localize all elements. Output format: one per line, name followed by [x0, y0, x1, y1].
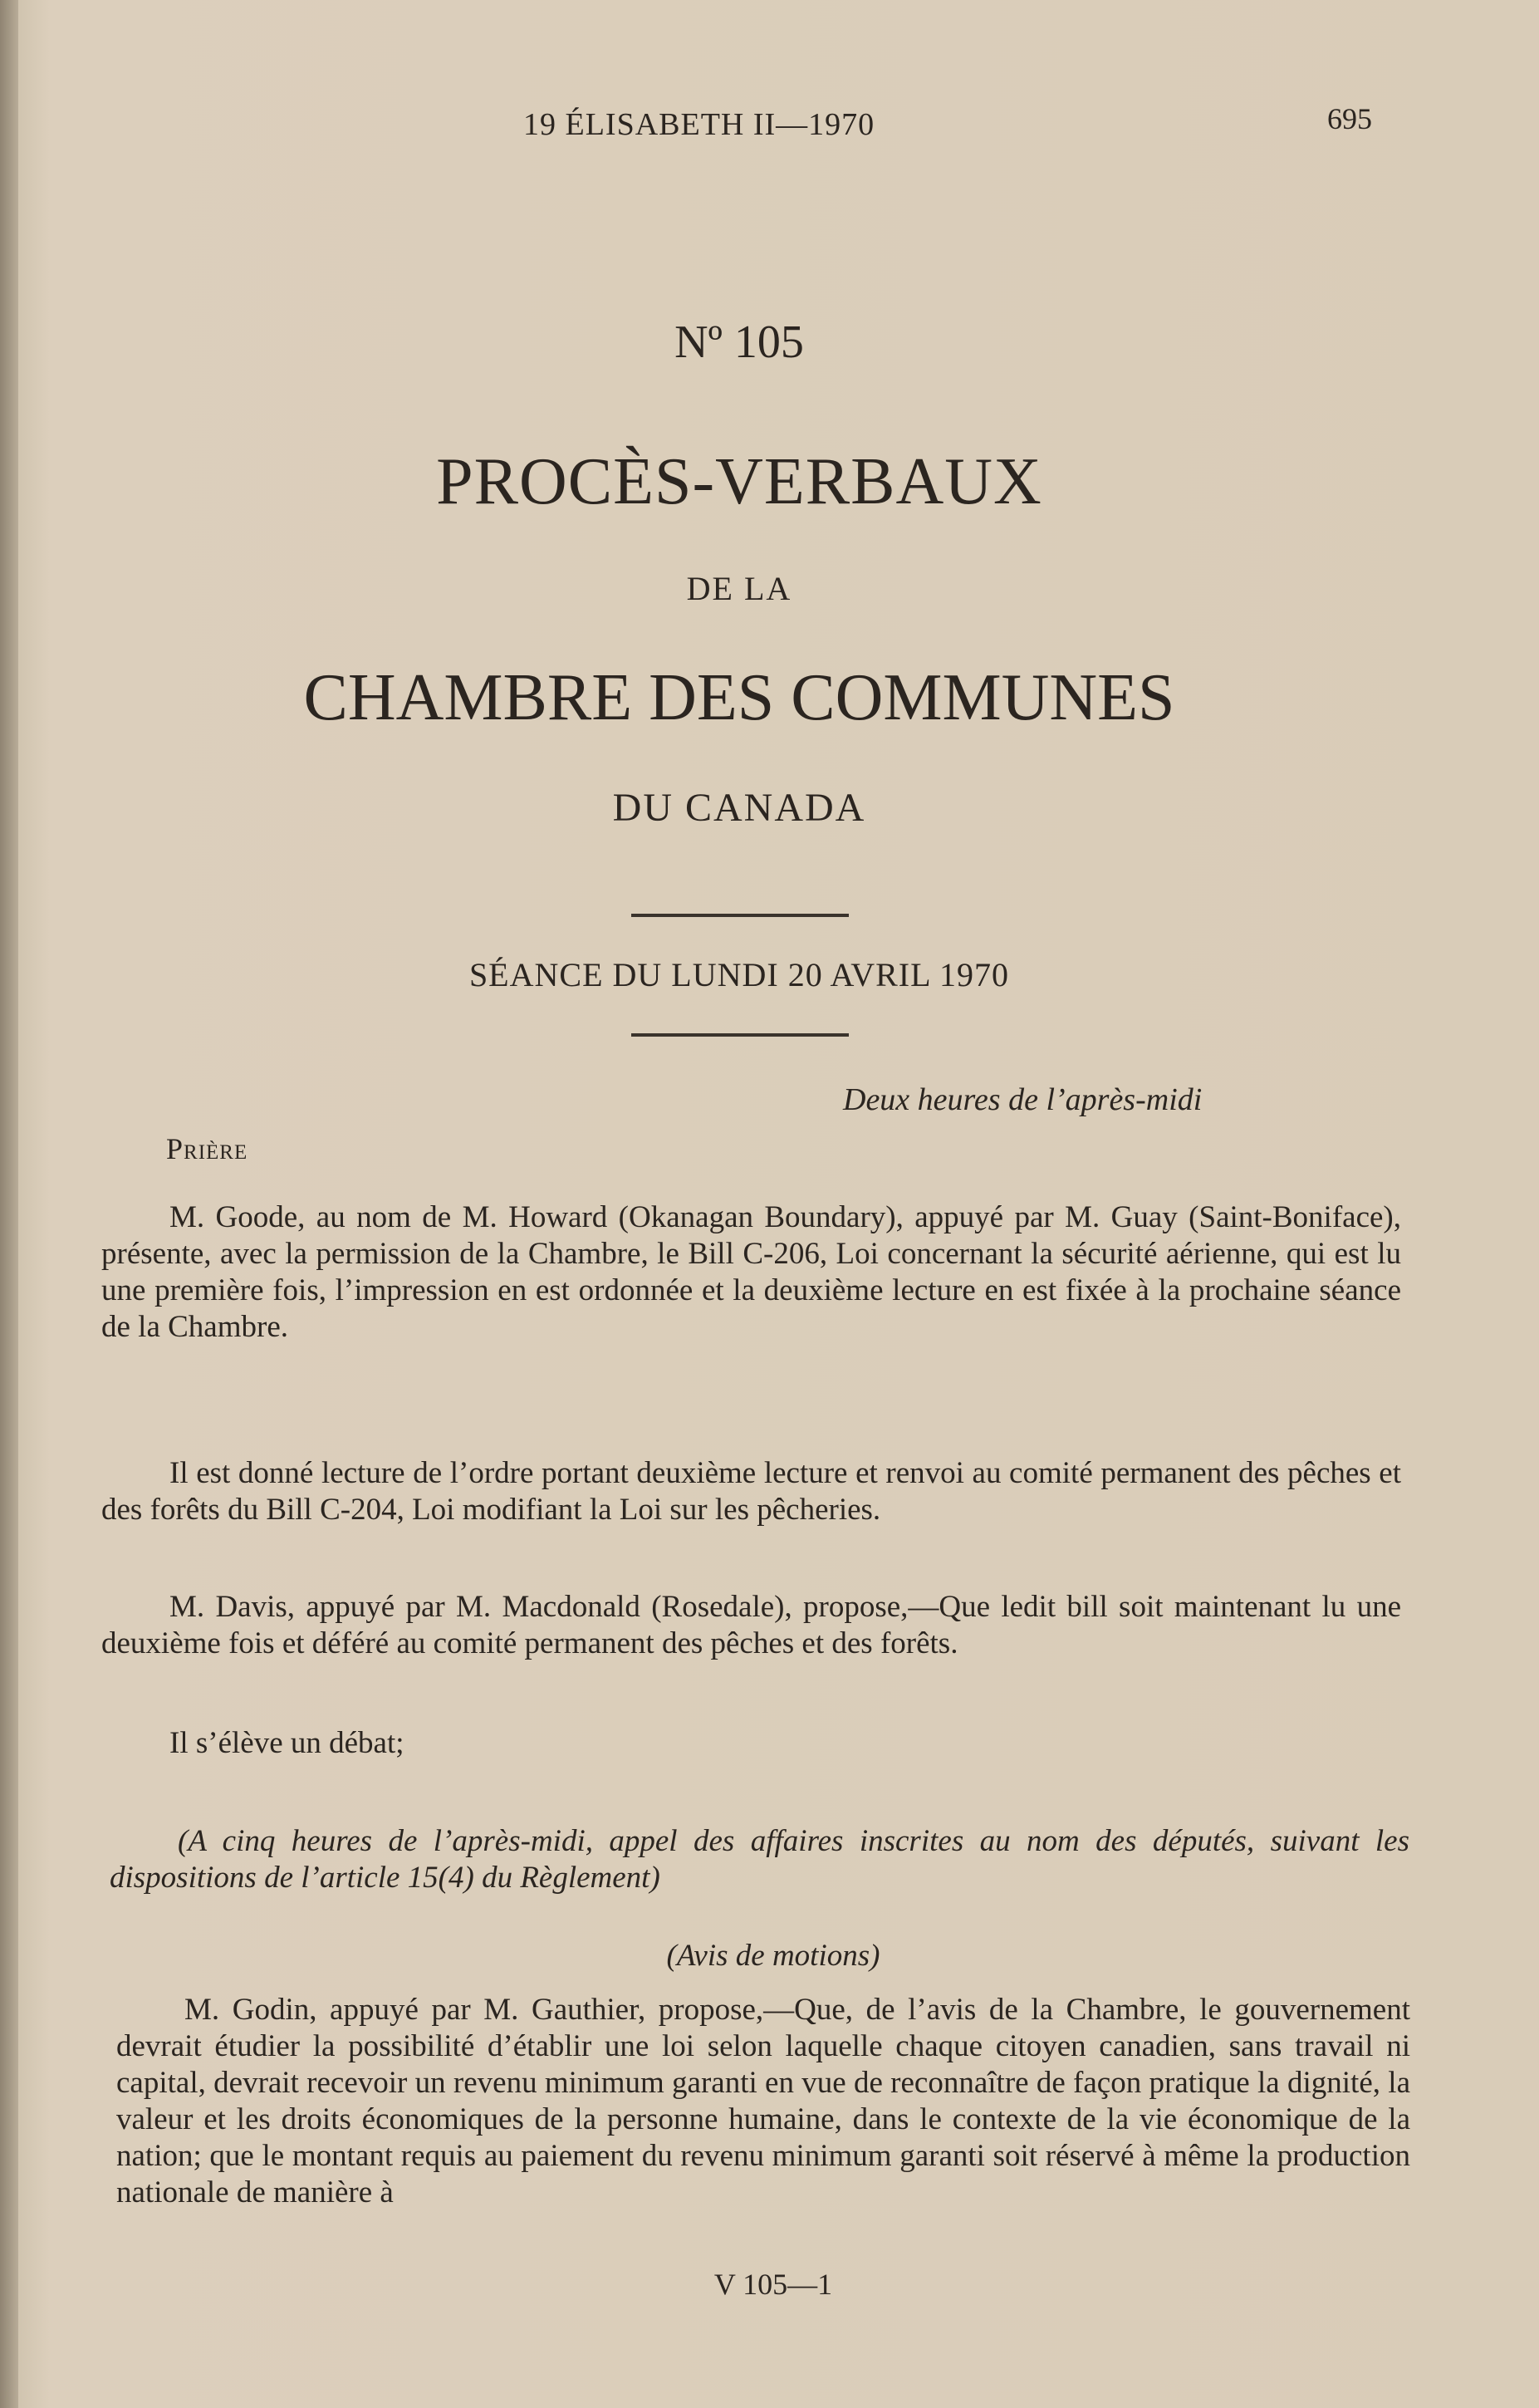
- paragraph-godin-motion: M. Godin, appuyé par M. Gauthier, propose,—Que, de l’avis de la Chambre, le gouvernement devrait étudier la possibilité d’établir une loi selon laquelle chaque citoyen canadien, sans travail ni capital, devrait recevoir un revenu minimum garanti en vue de reconnaître de façon pratique la dignité, la valeur et les droits économiques de la personne humaine, dans le contexte de la vie économique de la nation; que le montant requis au paiement du revenu minimum garanti soit réservé à même la production nationale de manière à: [116, 1993, 1410, 2209]
- prayer-heading: Prière: [166, 1132, 248, 1165]
- paragraph-second-reading-order: Il est donné lecture de l’ordre portant deuxième lecture et renvoi au comité permanent des pêches et des forêts du Bill C-204, Loi modifiant la Loi sur les pêcheries.: [101, 1456, 1401, 1527]
- page-number: 695: [1327, 102, 1372, 135]
- session-time: Deux heures de l’après-midi: [843, 1082, 1203, 1117]
- title-divider-bottom: [631, 1033, 849, 1037]
- paragraph-debate: Il s’élève un débat;: [169, 1726, 404, 1760]
- country-title: DU CANADA: [612, 786, 866, 830]
- issue-number: Nº 105: [674, 316, 804, 368]
- chamber-title: CHAMBRE DES COMMUNES: [303, 661, 1175, 734]
- document-title: PROCÈS-VERBAUX: [436, 445, 1042, 518]
- title-connector: DE LA: [686, 570, 792, 607]
- title-divider-top: [631, 914, 849, 917]
- paragraph-private-members-business: (A cinq heures de l’après-midi, appel des affaires inscrites au nom des députés, suivant les dispositions de l’article 15(4) du Règlement): [110, 1824, 1409, 1895]
- page-header: [0, 102, 1539, 156]
- session-date: SÉANCE DU LUNDI 20 AVRIL 1970: [468, 956, 1010, 993]
- notice-of-motions-heading: (Avis de motions): [666, 1939, 880, 1973]
- running-head: 19 ÉLISABETH II—1970: [523, 107, 875, 142]
- paragraph-bill-c206: M. Goode, au nom de M. Howard (Okanagan Boundary), appuyé par M. Guay (Saint-Boniface), présente, avec la permission de la Chambre, le Bill C-206, Loi concernant la sécurité aérienne, qui est lu une première fois, l’impression en est ordonnée et la deuxième lecture en est fixée à la prochaine séance de la Chambre.: [101, 1200, 1401, 1344]
- paragraph-davis-motion: M. Davis, appuyé par M. Macdonald (Rosedale), propose,—Que ledit bill soit maintenant lu une deuxième fois et déféré au comité permanent des pêches et des forêts.: [101, 1590, 1401, 1660]
- printer-signature: V 105—1: [713, 2268, 833, 2301]
